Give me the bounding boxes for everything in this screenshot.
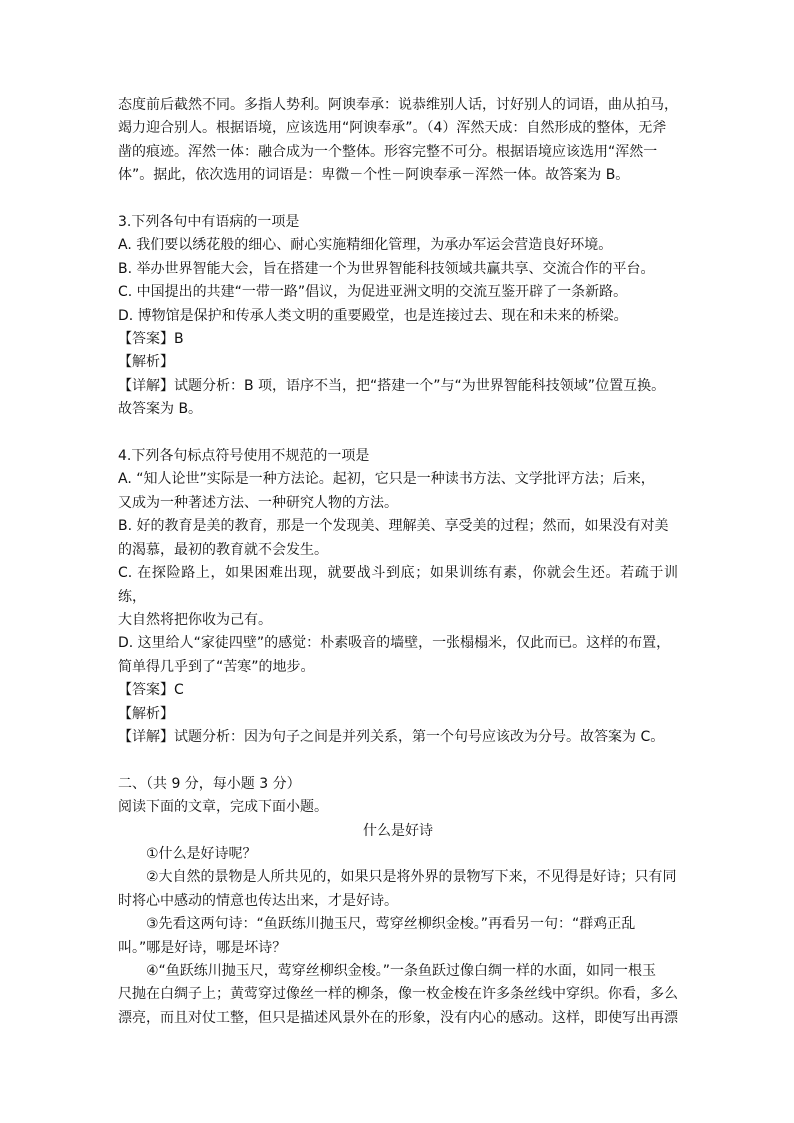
spacer: [118, 188, 678, 211]
q4-stem: 4.下列各句标点符号使用不规范的一项是: [118, 448, 370, 465]
q4-option-line-7: D. 这里给人“家徒四壁”的感觉：朴素吸音的墙壁，一张榻榻米，仅此而已。这样的布置，: [118, 635, 671, 652]
q4-option-line-2: 又成为一种著述方法、一种研究人物的方法。: [118, 494, 398, 511]
spacer: [118, 749, 678, 772]
article-para-line-1: ①什么是好诗呢？: [146, 845, 257, 862]
q3-option-a: A. 我们要以绣花般的细心、耐心实施精细化管理，为承办军运会营造良好环境。: [118, 237, 613, 254]
article-para-line-3: 时将心中感动的情意也传达出来，才是好诗。: [118, 892, 398, 909]
q4-option-line-3: B. 好的教育是美的教育，那是一个发现美、理解美、享受美的过程；然而，如果没有对美: [118, 518, 669, 535]
article-para-line-6: ④“鱼跃练川抛玉尺，莺穿丝柳织金梭。”一条鱼跃过像白绸一样的水面，如同一根玉: [146, 962, 657, 979]
intro-line-4: 体”。据此，依次选用的词语是：卑微－个性－阿谀奉承－浑然一体。故答案为 B。: [118, 167, 630, 184]
article-para-line-5: 叫。”哪是好诗，哪是坏诗？: [118, 939, 287, 956]
article-para-line-4: ③先看这两句诗：“鱼跃练川抛玉尺，莺穿丝柳织金梭。”再看另一句：“群鸡正乱: [146, 916, 636, 933]
q3-detail-line-1: 【详解】试题分析：B 项，语序不当，把“搭建一个”与“为世界智能科技领域”位置互换。: [118, 377, 666, 394]
article-para-line-8: 漂亮，而且对仗工整，但只是描述风景外在的形象，没有内心的感动。这样，即使写出再漂: [118, 1009, 678, 1026]
q3-analysis: 【解析】: [118, 354, 174, 371]
q4-option-line-5: C. 在探险路上，如果困难出现，就要战斗到底；如果训练有素，你就会生还。若疏于训练，: [118, 565, 678, 605]
q3-option-b: B. 举办世界智能大会，旨在搭建一个为世界智能科技领域共赢共享、交流合作的平台。: [118, 260, 655, 277]
section2-instruction: 阅读下面的文章，完成下面小题。: [118, 799, 328, 816]
q3-option-c: C. 中国提出的共建“一带一路”倡议，为促进亚洲文明的交流互鉴开辟了一条新路。: [118, 284, 628, 301]
q3-stem: 3.下列各句中有语病的一项是: [118, 214, 300, 231]
article-para-line-2: ②大自然的景物是人所共见的，如果只是将外界的景物写下来，不见得是好诗；只有同: [146, 869, 677, 886]
section2-heading: 二、（共 9 分，每小题 3 分）: [118, 775, 301, 792]
q4-option-line-8: 简单得几乎到了“苦寒”的地步。: [118, 658, 315, 675]
q3-option-d: D. 博物馆是保护和传承人类文明的重要殿堂，也是连接过去、现在和未来的桥梁。: [118, 307, 628, 324]
q4-option-line-1: A. “知人论世”实际是一种方法论。起初，它只是一种读书方法、文学批评方法；后来，: [118, 471, 655, 488]
intro-line-1: 态度前后截然不同。多指人势利。阿谀奉承：说恭维别人话，讨好别人的词语，曲从拍马，: [118, 97, 678, 113]
q4-analysis: 【解析】: [118, 705, 174, 722]
intro-line-3: 凿的痕迹。浑然一体：融合成为一个整体。形容完整不可分。根据语境应该选用“浑然一: [118, 143, 658, 160]
q4-answer: 【答案】C: [118, 682, 184, 699]
q4-option-line-4: 的渴慕，最初的教育就不会发生。: [118, 541, 328, 558]
q4-detail: 【详解】试题分析：因为句子之间是并列关系，第一个句号应该改为分号。故答案为 C。: [118, 728, 665, 745]
q3-answer: 【答案】B: [118, 331, 184, 348]
intro-line-2: 竭力迎合别人。根据语境，应该选用“阿谀奉承”。（4）浑然天成：自然形成的整体，无斧: [118, 120, 667, 137]
spacer: [118, 422, 678, 445]
q4-option-line-6: 大自然将把你收为己有。: [118, 611, 272, 628]
document-page: [118, 94, 678, 1030]
article-para-line-7: 尺抛在白绸子上；黄莺穿过像丝一样的柳条，像一枚金梭在许多条丝线中穿织。你看，多么: [118, 986, 678, 1003]
q3-detail-line-2: 故答案为 B。: [118, 401, 203, 418]
article-title: 什么是好诗: [363, 822, 433, 839]
